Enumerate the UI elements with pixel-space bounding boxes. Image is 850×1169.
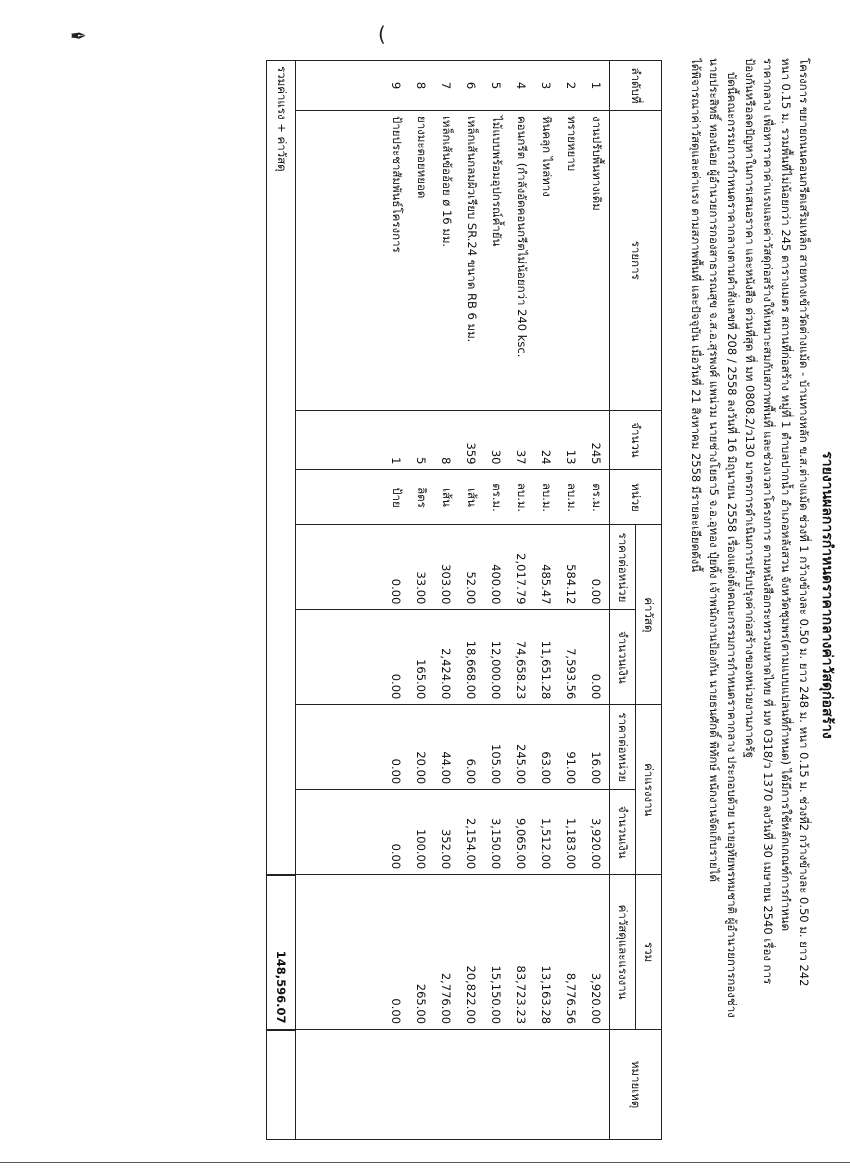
cell-mat-price: 303.00 bbox=[434, 525, 459, 610]
cell-mat-price: 0.00 bbox=[584, 525, 610, 610]
cell-remark bbox=[559, 1030, 584, 1140]
cell-remark bbox=[584, 1030, 610, 1140]
cell-mat-amount: 12,000.00 bbox=[484, 610, 509, 705]
cell-lab-price: 16.00 bbox=[584, 705, 610, 790]
header-lab-unit-price: ราคาต่อหน่วย bbox=[610, 705, 636, 790]
cell-mat-price: 400.00 bbox=[484, 525, 509, 610]
cost-table bbox=[266, 60, 662, 1140]
cell-lab-price: 6.00 bbox=[459, 705, 484, 790]
cell-total: 15,150.00 bbox=[484, 875, 509, 1030]
intro-line: หนา 0.15 ม. รวมพื้นที่ไม่น้อยกว่า 245 ตารางเมตร สถานที่ก่อสร้าง หมู่ที่ 1 ตำบลปากน้ำ อำเภอหลังสวน จังหวัดชุมพร(ตามแบบแปลนที่กำหนด) ได้มีการใช้หลักเกณฑ์การกำหนด bbox=[779, 58, 793, 932]
cell-no: 6 bbox=[459, 61, 484, 111]
cell-remark bbox=[409, 1030, 434, 1140]
cell-lab-price: 0.00 bbox=[384, 705, 409, 790]
cell-lab-amount: 352.00 bbox=[434, 790, 459, 875]
cell-total: 20,822.00 bbox=[459, 875, 484, 1030]
cell-qty: 37 bbox=[509, 410, 534, 470]
cell-mat-price: 485.47 bbox=[534, 525, 559, 610]
header-mat-amount: จำนวนเงิน bbox=[610, 610, 636, 705]
cell-item: ป้ายประชาสัมพันธ์โครงการ bbox=[384, 110, 409, 410]
intro-line: นายประสิทธิ์ ทองน้อย ผู้อำนวยการกองสาธารณสุข จ.ส.อ.สุรพงศ์ แพน่วม นายช่างโยธา5 จ.อ.อุทอง ปุ๋ยทิ้ง เจ้าพนักงานป้องกัน นายธนศักดิ์ พิทักษ์ พนักงานจัดเก็บรายได้ bbox=[707, 58, 721, 882]
cell-unit: ลบ.ม. bbox=[509, 470, 534, 525]
cell-lab-amount: 3,920.00 bbox=[584, 790, 610, 875]
cell-total: 3,920.00 bbox=[584, 875, 610, 1030]
cell-qty: 24 bbox=[534, 410, 559, 470]
cell-no: 8 bbox=[409, 61, 434, 111]
cell-lab-price: 105.00 bbox=[484, 705, 509, 790]
table-row bbox=[409, 61, 434, 1140]
cell-remark bbox=[534, 1030, 559, 1140]
document-title: รายงานผลการกำหนดราคากลางค่าวัสดุก่อสร้าง bbox=[819, 451, 835, 739]
total-remark bbox=[267, 1030, 296, 1140]
cell-unit: ตร.ม. bbox=[584, 470, 610, 525]
table-row bbox=[384, 61, 409, 1140]
cell-total: 13,163.28 bbox=[534, 875, 559, 1030]
cell-mat-amount: 11,651.28 bbox=[534, 610, 559, 705]
cell-item: ยางมะตอยหยอด bbox=[409, 110, 434, 410]
cell-total: 83,723.23 bbox=[509, 875, 534, 1030]
header-no: ลำดับที่ bbox=[610, 61, 662, 111]
header-qty: จำนวน bbox=[610, 410, 662, 470]
cell-total: 8,776.56 bbox=[559, 875, 584, 1030]
intro-line: บัดนี้คณะกรรมการกำหนดราคากลางตามคำสั่งเลขที่ 208 / 2558 ลงวันที่ 16 มิถุนายน 2558 เรื่องแต่งตั้งคณะกรรมการกำหนดราคากลาง ประกอบด้วย นายอุทัยพรหมชาติ ผู้อำนวยการกองช่าง bbox=[725, 72, 739, 1018]
scan-mark-icon: ✒ bbox=[70, 24, 87, 48]
header-lab-amount: จำนวนเงิน bbox=[610, 790, 636, 875]
cell-qty: 359 bbox=[459, 410, 484, 470]
cell-mat-price: 584.12 bbox=[559, 525, 584, 610]
cell-no: 2 bbox=[559, 61, 584, 111]
header-sum-group: รวม bbox=[636, 875, 662, 1030]
table-row bbox=[459, 61, 484, 1140]
cell-lab-amount: 1,512.00 bbox=[534, 790, 559, 875]
cell-mat-price: 52.00 bbox=[459, 525, 484, 610]
table-row bbox=[584, 61, 610, 1140]
cell-no: 4 bbox=[509, 61, 534, 111]
intro-line: ป้องกันหรือลดปัญหาในการเสนอราคา และหนังสือ ด่วนที่สุด ที่ มท 0808.2/ว130 มาตรการดำเนินการปรับปรุงค่าก่อสร้างของหน่วยงานภาครัฐ bbox=[743, 58, 757, 759]
header-remark: หมายเหตุ bbox=[610, 1030, 662, 1140]
scan-mark-icon: ( bbox=[378, 22, 386, 46]
cell-qty: 13 bbox=[559, 410, 584, 470]
table-row bbox=[509, 61, 534, 1140]
cell-mat-price: 2,017.79 bbox=[509, 525, 534, 610]
cell-mat-amount: 2,424.00 bbox=[434, 610, 459, 705]
header-material-group: ค่าวัสดุ bbox=[636, 525, 662, 705]
cell-remark bbox=[484, 1030, 509, 1140]
cell-unit: ลิตร bbox=[409, 470, 434, 525]
intro-line: ได้พิจารณาค่าวัสดุและค่าแรง ตามสภาพพื้นที่ และปัจจุบัน เมื่อวันที่ 21 สิงหาคม 2558 มีรายละเอียดดังนี้ bbox=[689, 58, 703, 573]
cell-total: 265.00 bbox=[409, 875, 434, 1030]
cell-total: 0.00 bbox=[384, 875, 409, 1030]
cell-lab-price: 245.00 bbox=[509, 705, 534, 790]
header-mat-unit-price: ราคาต่อหน่วย bbox=[610, 525, 636, 610]
cell-mat-price: 0.00 bbox=[384, 525, 409, 610]
cell-qty: 5 bbox=[409, 410, 434, 470]
cell-qty: 8 bbox=[434, 410, 459, 470]
cell-lab-amount: 3,150.00 bbox=[484, 790, 509, 875]
header-labor-group: ค่าแรงงาน bbox=[636, 705, 662, 875]
cell-unit: เส้น bbox=[434, 470, 459, 525]
cell-remark bbox=[434, 1030, 459, 1140]
cell-mat-amount: 18,668.00 bbox=[459, 610, 484, 705]
cell-lab-amount: 0.00 bbox=[384, 790, 409, 875]
intro-line: ราคากลาง เพื่อหาราคาค่าแรงและค่าวัสดุก่อสร้างให้เหมาะสมกับสภาพพื้นที่ และช่วงเวลาโครงการ ตามหนังสือกระทรวงมหาดไทย ที่ มท 0318/ว 1370 ลงวันที่ 30 เมษายน 2540 เรื่อง การ bbox=[761, 58, 775, 985]
cell-unit: ลบ.ม. bbox=[559, 470, 584, 525]
cell-lab-price: 63.00 bbox=[534, 705, 559, 790]
cell-item: คอนกรีต (กำลังอัดคอนกรีตไม่น้อยกว่า 240 ksc. bbox=[509, 110, 534, 410]
cell-no: 5 bbox=[484, 61, 509, 111]
total-label: รวมค่าแรง + ค่าวัสดุ bbox=[267, 61, 296, 875]
table-row bbox=[559, 61, 584, 1140]
cell-qty: 1 bbox=[384, 410, 409, 470]
cell-item: ทรายหยาบ bbox=[559, 110, 584, 410]
cell-remark bbox=[509, 1030, 534, 1140]
cell-mat-amount: 0.00 bbox=[384, 610, 409, 705]
cell-item: ไม้แบบพร้อมอุปกรณ์ค้ำยัน bbox=[484, 110, 509, 410]
header-unit: หน่วย bbox=[610, 470, 662, 525]
cell-unit: ตร.ม. bbox=[484, 470, 509, 525]
scan-edge-divider bbox=[0, 1162, 850, 1163]
table-row bbox=[484, 61, 509, 1140]
cell-no: 7 bbox=[434, 61, 459, 111]
cell-unit: เส้น bbox=[459, 470, 484, 525]
cell-lab-amount: 1,183.00 bbox=[559, 790, 584, 875]
table-row bbox=[434, 61, 459, 1140]
cell-lab-price: 91.00 bbox=[559, 705, 584, 790]
cell-item: เหล็กเส้นกลมผิวเรียบ SR.24 ขนาด RB 6 มม. bbox=[459, 110, 484, 410]
cell-lab-amount: 9,065.00 bbox=[509, 790, 534, 875]
cell-mat-amount: 74,658.23 bbox=[509, 610, 534, 705]
cell-item: เหล็กเส้นข้ออ้อย ø 16 มม. bbox=[434, 110, 459, 410]
header-sum-sub: ค่าวัสดุและแรงงาน bbox=[610, 875, 636, 1030]
cell-qty: 245 bbox=[584, 410, 610, 470]
cell-item: หินคลุก ไหล่ทาง bbox=[534, 110, 559, 410]
cell-unit: ป้าย bbox=[384, 470, 409, 525]
cell-mat-amount: 0.00 bbox=[584, 610, 610, 705]
cell-remark bbox=[384, 1030, 409, 1140]
cell-remark bbox=[459, 1030, 484, 1140]
cell-total: 2,776.00 bbox=[434, 875, 459, 1030]
header-item: รายการ bbox=[610, 110, 662, 410]
cell-mat-amount: 165.00 bbox=[409, 610, 434, 705]
cell-item: งานปรับพื้นทางเดิม bbox=[584, 110, 610, 410]
cell-no: 3 bbox=[534, 61, 559, 111]
cell-no: 1 bbox=[584, 61, 610, 111]
cell-qty: 30 bbox=[484, 410, 509, 470]
intro-line: โครงการ ขยายถนนคอนกรีตเสริมเหล็ก สายทางเข้าวัดต่างแม้ด - บ้านทางหลัก ข.ส.ต่างแม้ด ช่วงที่ 1 กว้างข้างละ 0.50 ม. ยาว 248 ม. หนา 0.15 ม. ช่วงที่2 กว้างข้างละ 0.50 ม. ยาว 242 bbox=[797, 58, 811, 987]
cell-lab-price: 44.00 bbox=[434, 705, 459, 790]
table-filler-row bbox=[296, 61, 385, 1140]
cell-lab-amount: 2,154.00 bbox=[459, 790, 484, 875]
table-row bbox=[534, 61, 559, 1140]
table-total-row bbox=[267, 61, 296, 1140]
cell-lab-price: 20.00 bbox=[409, 705, 434, 790]
cell-lab-amount: 100.00 bbox=[409, 790, 434, 875]
cell-mat-price: 33.00 bbox=[409, 525, 434, 610]
grand-total: 148,596.07 bbox=[267, 875, 296, 1030]
cell-unit: ลบ.ม. bbox=[534, 470, 559, 525]
cell-mat-amount: 7,593.56 bbox=[559, 610, 584, 705]
cell-no: 9 bbox=[384, 61, 409, 111]
